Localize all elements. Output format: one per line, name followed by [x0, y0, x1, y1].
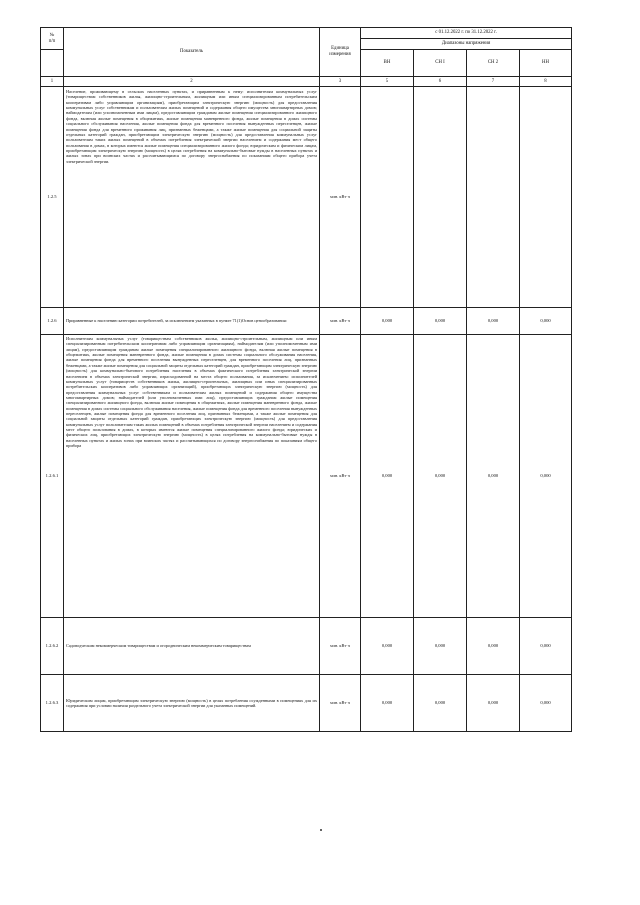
- table-row: [41, 308, 572, 335]
- header-num: № п/п: [41, 28, 64, 50]
- index-cell: 5: [361, 77, 414, 87]
- index-cell: 3: [320, 77, 361, 87]
- row-sn1: [414, 87, 467, 308]
- row-num: 1.2.6.3: [41, 675, 64, 732]
- row-vn: 0,000: [361, 308, 414, 335]
- row-unit: млн. кВт·ч: [320, 308, 361, 335]
- row-unit: млн. кВт·ч: [320, 87, 361, 308]
- row-sn1: 0,000: [414, 335, 467, 618]
- row-sn1: 0,000: [414, 618, 467, 675]
- row-sn2: 0,000: [467, 675, 520, 732]
- row-nn: 0,000: [520, 675, 572, 732]
- header-voltage-ranges: Диапазоны напряжения: [361, 39, 572, 50]
- row-num: 1.2.6: [41, 308, 64, 335]
- tariff-table: [40, 27, 572, 732]
- row-text: Садоводческим некоммерческим товариществам и огородническим некоммерческим товариществам: [64, 618, 320, 675]
- row-vn: [361, 87, 414, 308]
- row-sn2: [467, 87, 520, 308]
- row-unit: млн. кВт·ч: [320, 335, 361, 618]
- row-num: 1.2.6.2: [41, 618, 64, 675]
- header-indicator: Показатель: [64, 28, 320, 77]
- header-unit: Единица измерения: [320, 28, 361, 77]
- row-sn2: 0,000: [467, 308, 520, 335]
- row-nn: 0,000: [520, 308, 572, 335]
- row-sn1: 0,000: [414, 675, 467, 732]
- index-cell: 2: [64, 77, 320, 87]
- header-sn1: СН I: [414, 50, 467, 77]
- table-row: [41, 618, 572, 675]
- row-sn2: 0,000: [467, 335, 520, 618]
- header-period: с 01.12.2022 г. по 31.12.2022 г.: [361, 28, 572, 39]
- table-row: [41, 335, 572, 618]
- scan-mark: [320, 829, 322, 831]
- row-nn: 0,000: [520, 618, 572, 675]
- index-row: [41, 77, 572, 87]
- row-vn: 0,000: [361, 675, 414, 732]
- row-nn: [520, 87, 572, 308]
- row-unit: млн. кВт·ч: [320, 675, 361, 732]
- row-unit: млн. кВт·ч: [320, 618, 361, 675]
- row-nn: 0,000: [520, 335, 572, 618]
- row-vn: 0,000: [361, 335, 414, 618]
- row-vn: 0,000: [361, 618, 414, 675]
- row-sn1: 0,000: [414, 308, 467, 335]
- table-row: [41, 675, 572, 732]
- row-sn2: 0,000: [467, 618, 520, 675]
- header-vn: ВН: [361, 50, 414, 77]
- row-text: Приравненные к населению категории потребителей, за исключением указанных в пункте 71(1)Основ ценообразования:: [64, 308, 320, 335]
- index-cell: 7: [467, 77, 520, 87]
- table-row: [41, 87, 572, 308]
- row-num: 1.2.6.1: [41, 335, 64, 618]
- header-num-spacer: [41, 50, 64, 77]
- header-sn2: СН 2: [467, 50, 520, 77]
- index-cell: 6: [414, 77, 467, 87]
- row-text: Юридическим лицам, приобретающим электрическую энергию (мощность) в целях потребления осужденными в помещениях для их содержания при условии наличия раздельного учета электрической энергии для указанных помещений.: [64, 675, 320, 732]
- row-num: 1.2.5: [41, 87, 64, 308]
- header-nn: НН: [520, 50, 572, 77]
- row-text: Исполнителям коммунальных услуг (товариществам собственников жилья, жилищно-строительным, жилищным или иным специализированным потребительским кооперативам либо управляющим организациям), наймодателям (или уполномоченным ими лицам), предоставляющим гражданам жилые помещения специализированного жилищного фонда, включая жилые помещения в общежитиях, жилые помещения маневренного фонда, жилые помещения в домах системы социального обслуживания населения, жилые помещения фонда для временного поселения вынужденных переселенцев, для временного поселения лиц, признанных беженцами, а также жилые помещения для социальной защиты отдельных категорий граждан, приобретающим электрическую энергию (мощность) для коммунально-бытового потребления населения в объемах фактического потребления электрической энергии населением в объемах электрической энергии, израсходованной на места общего пользования, за исключением: исполнителей коммунальных услуг (товариществ собственников жилья, жилищно-строительных, жилищных или иных специализированных потребительских кооперативов либо управляющих организаций), приобретающих электрическую энергию (мощность) для предоставления коммунальных услуг собственникам и пользователям жилых помещений и содержания общего имущества многоквартирных домов; наймодателей (или уполномоченных ими лиц), предоставляющих гражданам жилые помещения специализированного жилищного фонда, включая жилые помещения в общежитиях, жилые помещения маневренного фонда, жилые помещения в домах системы социального обслуживания населения, жилые помещения фонда для временного поселения вынужденных переселенцев, жилые помещения фонда для временного поселения лиц, признанных беженцами, а также жилые помещения для социальной защиты отдельных категорий граждан, приобретающих электрическую энергию (мощность) для предоставления коммунальных услуг пользователям таких жилых помещений в объемах потребления электрической энергии населением и содержания мест общего пользования в домах, в которых имеются жилые помещения специализированного жилого фонда; юридических и физических лиц, приобретающих электрическую энергию (мощность) в целях потребления на коммунально-бытовые нужды в населенных пунктах и жилых зонах при воинских частях и рассчитывающихся по договору энергоснабжения по показаниям общего прибора: [64, 335, 320, 618]
- index-cell: 8: [520, 77, 572, 87]
- row-text: Население, проживающему в сельских населенных пунктах, и приравненным к нему: исполнителям коммунальных услуг (товариществам собственников жилья, жилищно-строительным, жилищным или иным специализированным потребительским кооперативам либо управляющим организациям), приобретающим электрическую энергию (мощность) для предоставления коммунальных услуг собственникам и пользователям жилых помещений и содержания общего имущества многоквартирных домов; наймодателям (или уполномоченным ими лицам), предоставляющим гражданам жилые помещения специализированного жилищного фонда, включая жилые помещения в общежитиях, жилые помещения маневренного фонда, жилые помещения в домах системы социального обслуживания населения, жилые помещения фонда для временного поселения вынужденных переселенцев, жилые помещения фонда для временного проживания лиц, признанных беженцами, а также жилые помещения для социальной защиты отдельных категорий граждан, приобретающим электрическую энергию (мощность) для предоставления коммунальных услуг пользователям таких жилых помещений в объемах потребления электрической энергии населением и содержания мест общего пользования в домах, в которых имеются жилые помещения специализированного жилого фонда; юридическим и физическим лицам, приобретающим электрическую энергию (мощность) в целях потребления на коммунально-бытовые нужды в населенных пунктах и жилых зонах при воинских частях и рассчитывающимся по договору энергоснабжения по показаниям общего прибора учета электрической энергии.: [64, 87, 320, 308]
- index-cell: 1: [41, 77, 64, 87]
